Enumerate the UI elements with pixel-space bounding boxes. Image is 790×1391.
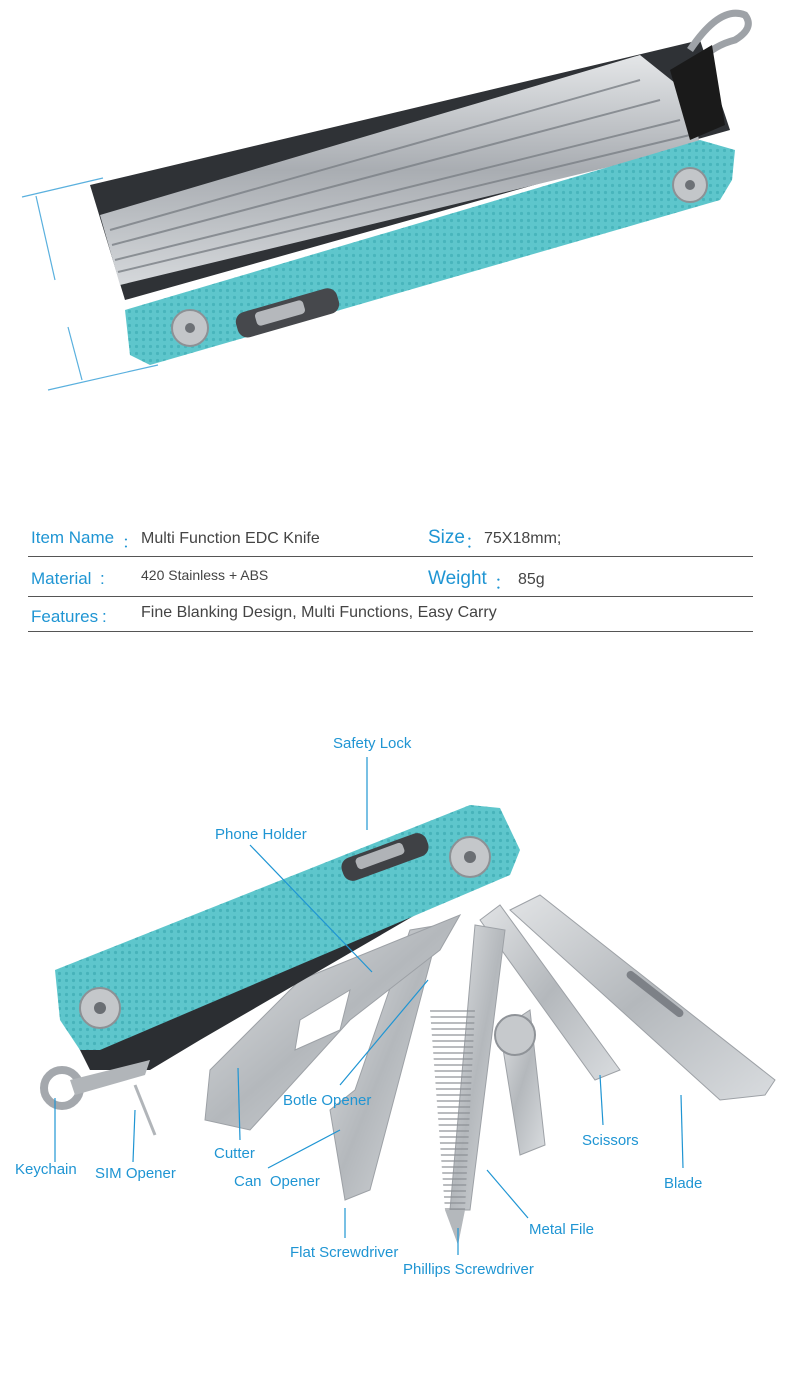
- callout-metal-file: Metal File: [529, 1221, 595, 1238]
- weight-value: 85g: [518, 571, 545, 588]
- callout-phone-holder: Phone Holder: [215, 826, 307, 843]
- features-value: Fine Blanking Design, Multi Functions, Easy Carry: [141, 604, 497, 621]
- material-value: 420 Stainless + ABS: [141, 567, 269, 583]
- closed-tool-illustration: [0, 0, 790, 430]
- item-name-value: Multi Function EDC Knife: [141, 530, 320, 547]
- material-label: Material: [31, 569, 92, 588]
- callout-safety-lock: Safety Lock: [333, 735, 412, 752]
- callout-scissors: Scissors: [582, 1132, 639, 1149]
- callout-sim-opener: SIM Opener: [95, 1165, 176, 1182]
- material-colon: :: [100, 569, 105, 588]
- callout-keychain: Keychain: [15, 1161, 77, 1178]
- callout-bottle-opener: Botle Opener: [283, 1092, 372, 1109]
- spec-row-features: [28, 595, 753, 632]
- weight-colon: ：: [494, 573, 514, 594]
- callout-can-opener: Can Opener: [234, 1173, 320, 1190]
- spec-row-material: [28, 560, 753, 597]
- callout-cutter: Cutter: [214, 1145, 255, 1162]
- size-colon: ：: [465, 532, 485, 553]
- weight-label: Weight: [428, 568, 487, 589]
- callout-blade: Blade: [664, 1175, 703, 1192]
- spec-row-item-name: [28, 520, 753, 557]
- callout-flat-screwdriver: Flat Screwdriver: [290, 1244, 399, 1261]
- features-label: Features: [31, 607, 99, 626]
- features-colon: :: [102, 607, 107, 626]
- open-tool-illustration: [0, 690, 790, 1310]
- callout-phillips-screwdriver: Phillips Screwdriver: [403, 1261, 534, 1278]
- size-value: 75X18mm;: [484, 530, 562, 547]
- item-name-colon: ：: [122, 533, 139, 552]
- item-name-label: Item Name: [31, 528, 115, 547]
- size-label: Size: [428, 527, 465, 548]
